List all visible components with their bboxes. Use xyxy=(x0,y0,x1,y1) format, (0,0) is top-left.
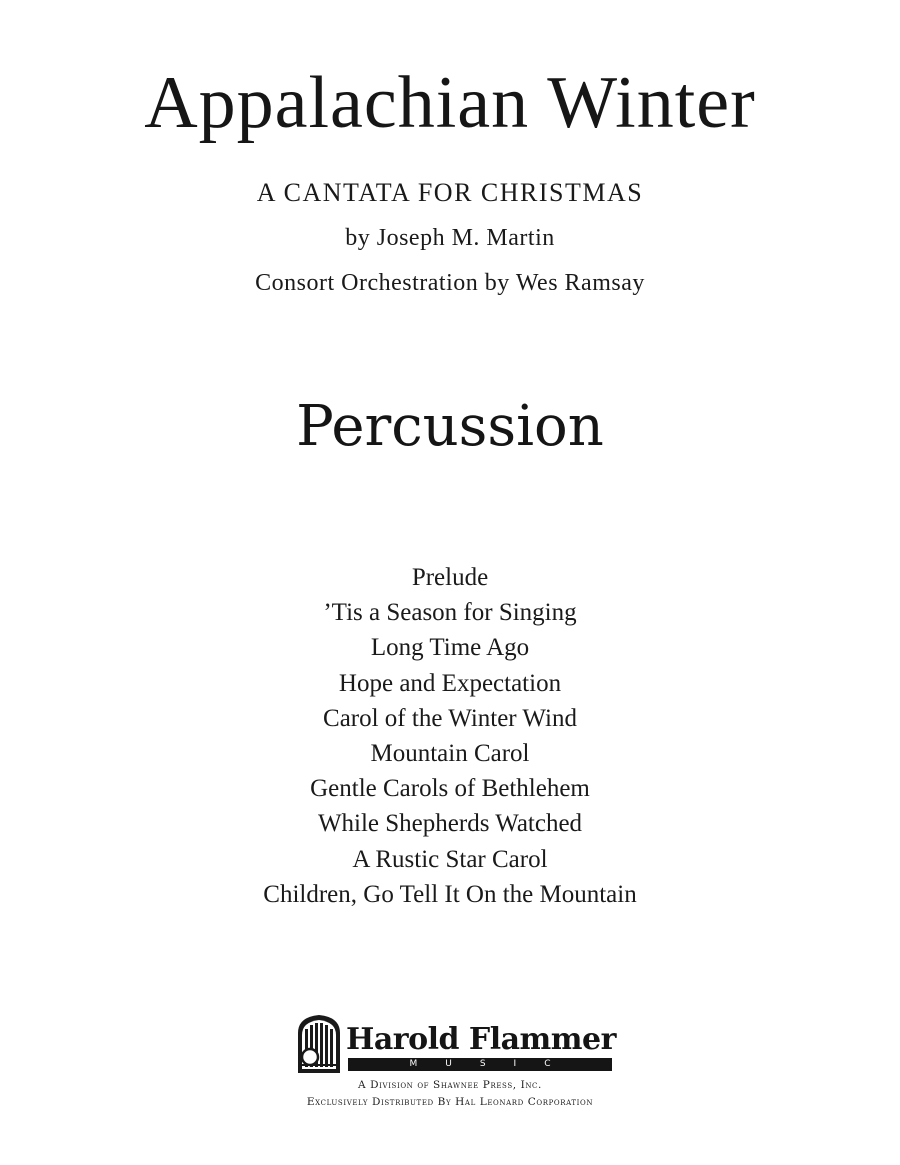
composer-byline: by Joseph M. Martin xyxy=(345,225,555,251)
movement-item: Carol of the Winter Wind xyxy=(323,704,577,732)
movement-item: While Shepherds Watched xyxy=(317,810,583,838)
movement-item: Gentle Carols of Bethlehem xyxy=(310,775,590,803)
movement-item: ’Tis a Season for Singing xyxy=(323,599,577,627)
organ-pipes-icon xyxy=(296,1013,342,1075)
movement-item: Children, Go Tell It On the Mountain xyxy=(263,880,637,908)
publisher-logo xyxy=(296,1013,616,1075)
orchestration-credit: Consort Orchestration by Wes Ramsay xyxy=(255,270,645,296)
cantata-title: Appalachian Winter xyxy=(144,62,756,144)
publisher-logo-name: Harold Flammer xyxy=(346,1022,616,1057)
movement-item: A Rustic Star Carol xyxy=(352,845,548,873)
movement-item: Long Time Ago xyxy=(370,634,530,662)
movement-item: Prelude xyxy=(411,564,489,591)
distributor-note: Exclusively Distributed By Hal Leonard Corporation xyxy=(306,1096,594,1108)
movement-item: Mountain Carol xyxy=(370,739,530,767)
instrument-part-title: Percussion xyxy=(296,394,604,459)
publisher-division-note: A Division of Shawnee Press, Inc. xyxy=(358,1079,542,1091)
movement-list xyxy=(0,560,900,912)
cantata-subtitle: A CANTATA FOR CHRISTMAS xyxy=(256,178,644,207)
publisher-logo-music-bar: MUSIC xyxy=(348,1058,612,1071)
movement-item: Hope and Expectation xyxy=(338,669,562,697)
